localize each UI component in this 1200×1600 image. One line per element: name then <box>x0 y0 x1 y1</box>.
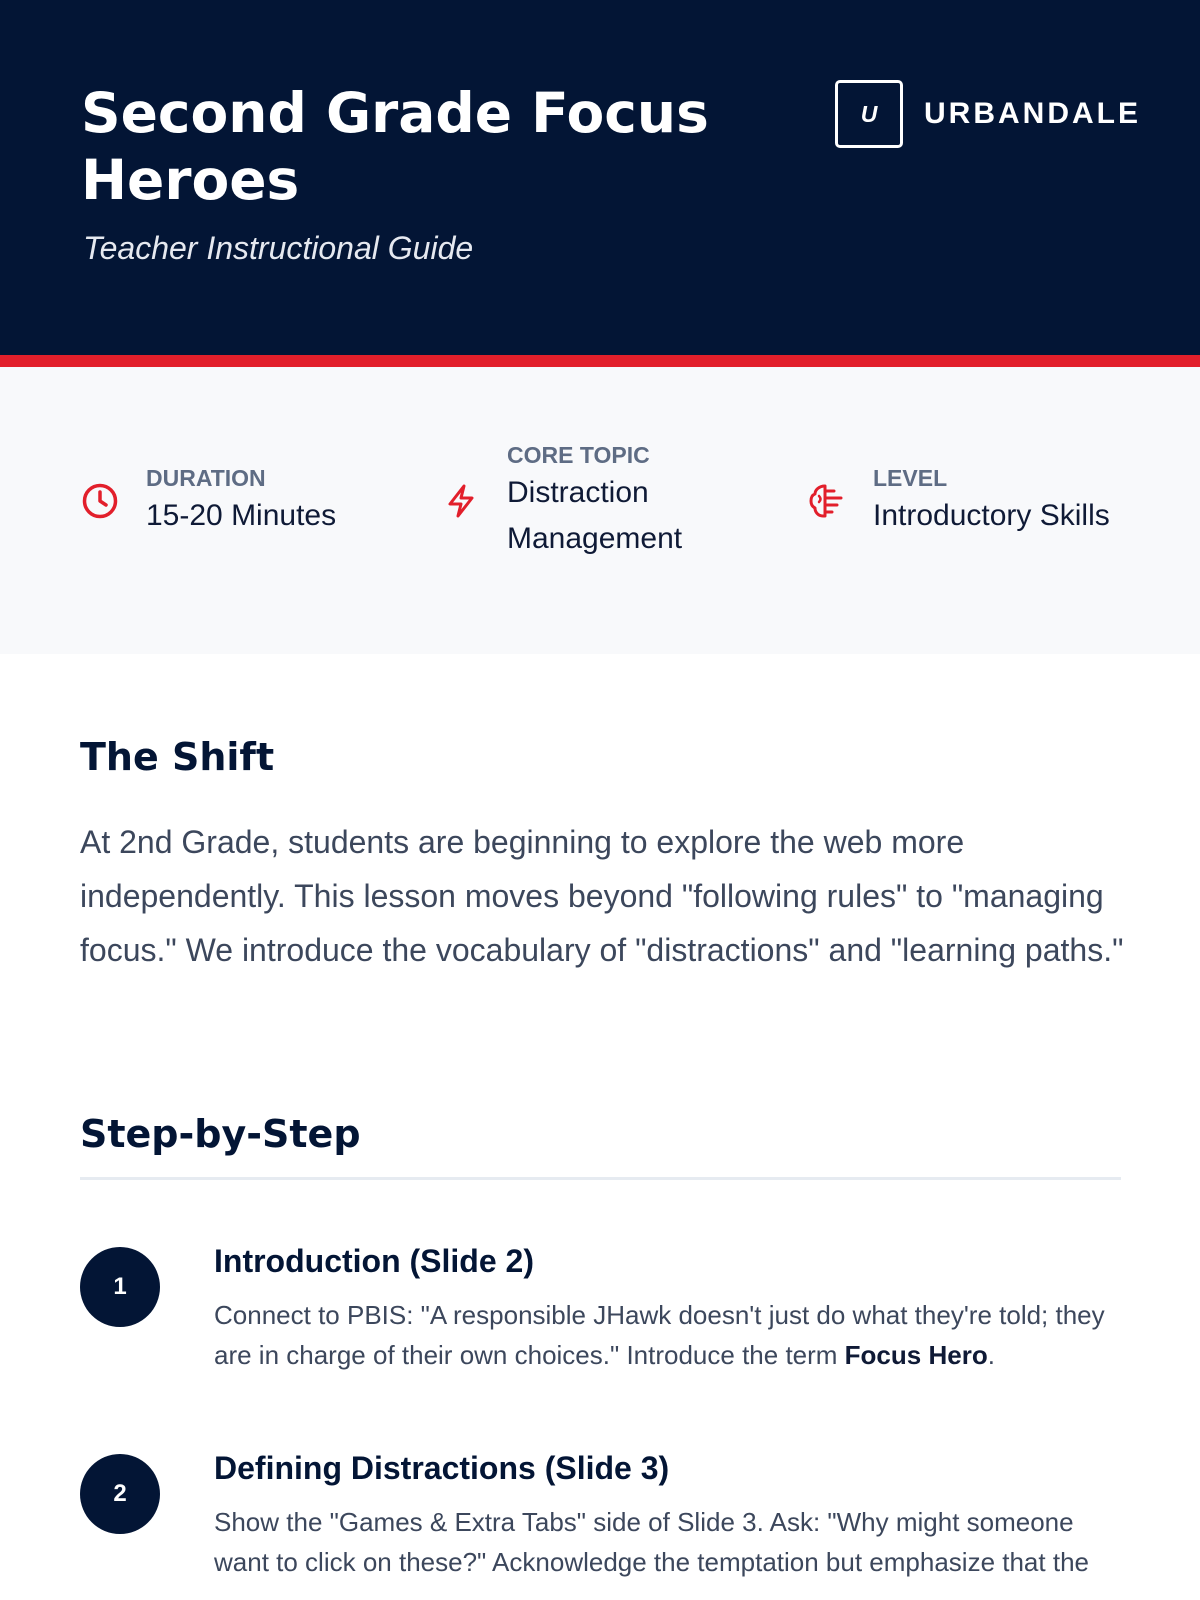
shift-paragraph: At 2nd Grade, students are beginning to explore the web more independently. This lesson moves beyond "following rules" to "managing focus." We introduce the vocabulary of "distractions" and "learning paths." <box>80 824 1124 968</box>
page-title: Second Grade Focus Heroes <box>81 81 709 212</box>
step-description <box>214 1295 1129 1375</box>
step-body <box>214 1241 1129 1375</box>
meta-level-value: Introductory Skills <box>873 499 1110 532</box>
meta-duration <box>80 463 336 539</box>
meta-topic-text <box>507 440 707 562</box>
step-key-term: Focus Hero <box>844 1340 988 1370</box>
meta-level-text <box>873 463 1110 539</box>
clock-icon <box>80 481 120 521</box>
page-subtitle: Teacher Instructional Guide <box>83 230 474 266</box>
header-accent-bar <box>0 355 1200 367</box>
meta-level-label: LEVEL <box>873 465 948 491</box>
step-text-lead: Connect to PBIS: "A responsible JHawk doesn't just do what they're told; they are in charge of their own choices." Introduce the term <box>214 1300 1105 1370</box>
step-description: Show the "Games & Extra Tabs" side of Slide 3. Ask: "Why might someone want to click on these?" Acknowledge the temptation but emphasize that the <box>214 1507 1089 1577</box>
step-title: Introduction (Slide 2) <box>214 1243 534 1279</box>
section-divider <box>80 1177 1121 1180</box>
lightning-icon <box>441 481 481 521</box>
page-header <box>0 0 1200 355</box>
meta-topic-label: CORE TOPIC <box>507 442 650 468</box>
brand-logo: U <box>835 80 903 148</box>
meta-topic-value: Distraction Management <box>507 476 683 555</box>
step-body <box>214 1448 1129 1582</box>
step-number-badge: 2 <box>80 1454 160 1534</box>
lesson-meta <box>0 367 1200 654</box>
step-text-tail: . <box>987 1340 995 1370</box>
steps-heading: Step-by-Step <box>80 1112 361 1156</box>
brain-icon <box>807 481 847 521</box>
meta-topic <box>441 440 707 562</box>
meta-duration-value: 15-20 Minutes <box>146 499 337 532</box>
meta-duration-label: DURATION <box>146 465 266 491</box>
brand <box>835 81 1141 147</box>
brand-name: URBANDALE <box>924 97 1141 130</box>
meta-duration-text <box>146 463 336 539</box>
meta-level <box>807 463 1110 539</box>
step-title: Defining Distractions (Slide 3) <box>214 1450 670 1486</box>
shift-heading: The Shift <box>80 735 275 779</box>
step-number-badge: 1 <box>80 1247 160 1327</box>
